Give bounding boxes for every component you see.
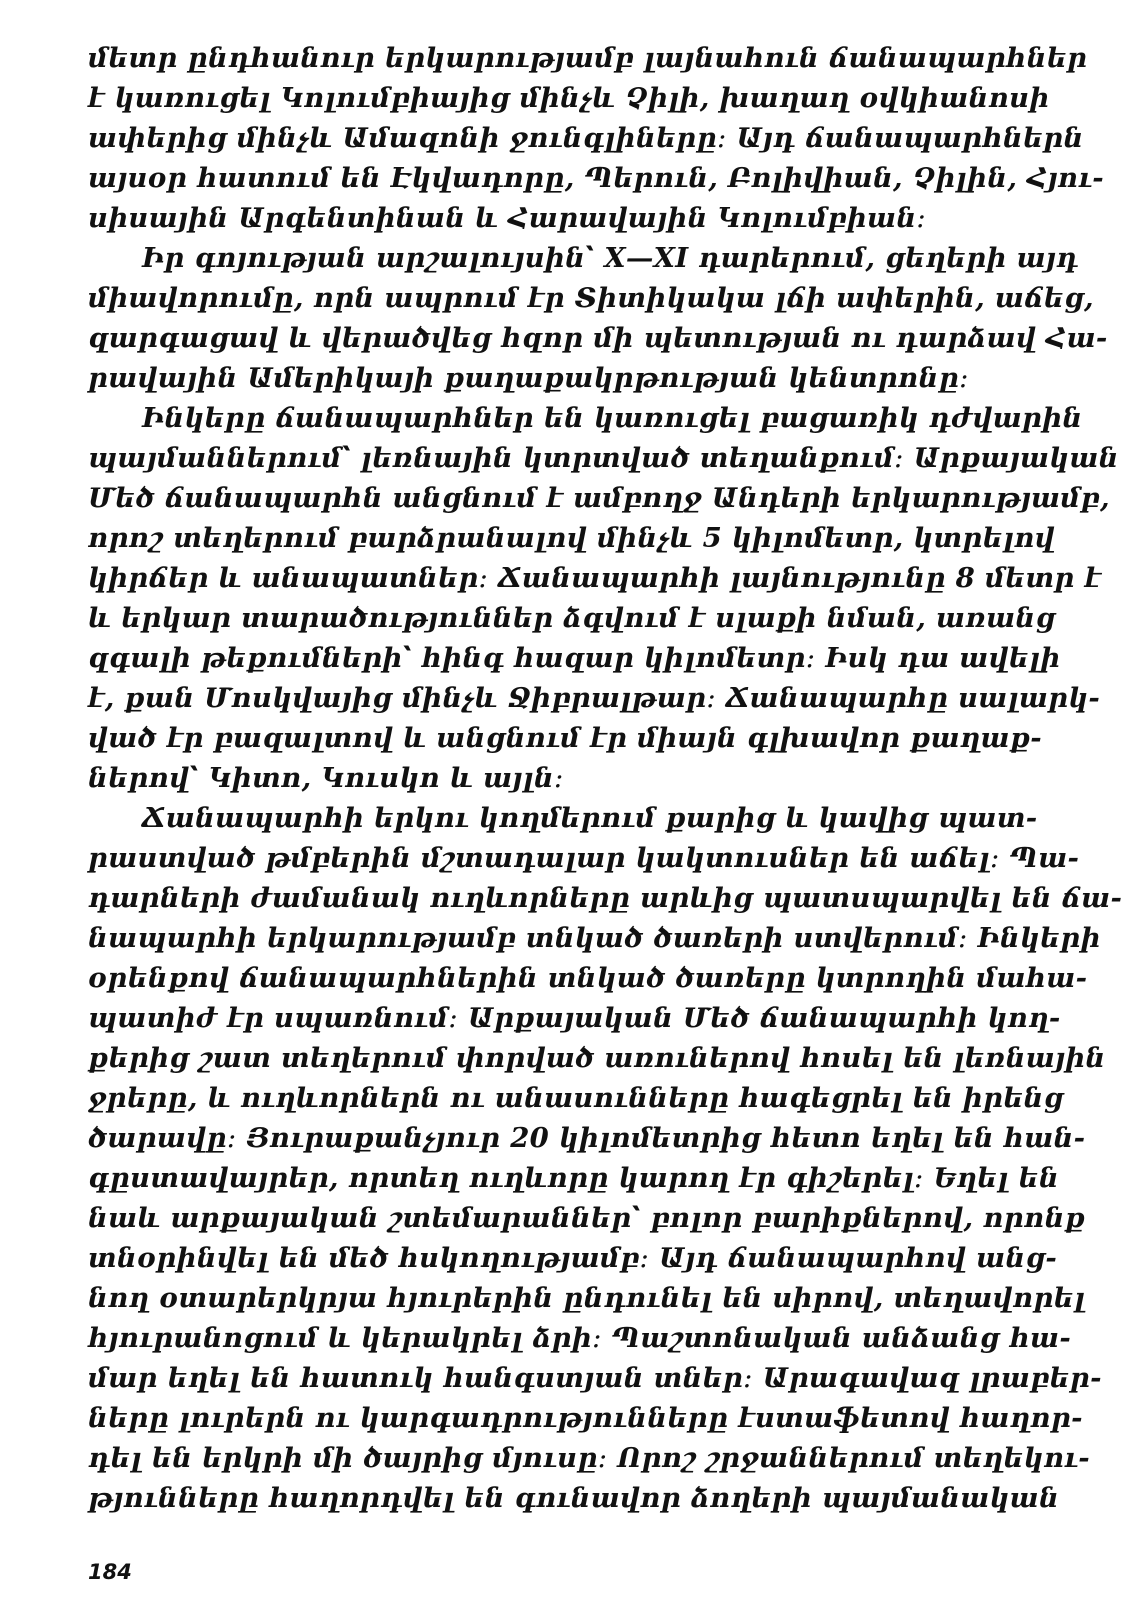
text-line: րաստված թմբերին մշտադալար կակտուսներ են աճել։ Պա- <box>88 842 1080 874</box>
text-line: մար եղել են հատուկ հանգստյան տներ։ Արագավազ լրաբեր- <box>88 1362 1102 1394</box>
text-line: հյուրանոցում և կերակրել ձրի։ Պաշտոնական անձանց հա- <box>88 1322 1072 1354</box>
text-line: Ինկերը ճանապարհներ են կառուցել բացառիկ դժվարին <box>142 402 1083 434</box>
paragraph <box>88 238 1108 398</box>
text-line: է, քան Մոսկվայից մինչև Ջիբրալթար։ Ճանապարհը սալարկ- <box>88 682 1101 714</box>
text-line: դարների ժամանակ ուղևորները արևից պատսպարվել են ճա- <box>88 882 1122 914</box>
text-line: մետր ընդհանուր երկարությամբ լայնահուն ճանապարհներ <box>88 42 1088 74</box>
text-line: ները լուրերն ու կարգադրությունները էստաֆետով հաղոր- <box>88 1402 1083 1434</box>
text-line: կիրճեր և անապատներ։ Ճանապարհի լայնությունը 8 մետր է <box>88 562 1102 594</box>
text-line: նող օտարերկրյա հյուրերին ընդունել են սիրով, տեղավորել <box>88 1282 1086 1314</box>
text-line: Մեծ ճանապարհն անցնում է ամբողջ Անդերի երկարությամբ, <box>88 482 1110 514</box>
text-line: Ճանապարհի երկու կողմերում քարից և կավից պատ- <box>142 802 1038 834</box>
text-line: ներով՝ Կիտո, Կուսկո և այլն։ <box>88 762 564 794</box>
text-line: րավային Ամերիկայի քաղաքակրթության կենտրոնը։ <box>88 362 969 394</box>
text-line: է կառուցել Կոլումբիայից մինչև Չիլի, խաղաղ օվկիանոսի <box>88 82 1050 114</box>
text-line: Իր գոյության արշալույսին՝ X—XI դարերում, ցեղերի այդ <box>142 242 1079 274</box>
text-line: զգալի թեքումների՝ հինգ հազար կիլոմետր։ Իսկ դա ավելի <box>88 642 1061 674</box>
text-line: նաև արքայական շտեմարաններ՝ բոլոր բարիքներով, որոնք <box>88 1202 1086 1234</box>
text-line: գըստավայրեր, որտեղ ուղևորը կարող էր գիշերել։ Եղել են <box>88 1162 1059 1194</box>
text-line: քերից շատ տեղերում փորված առուներով հոսել են լեռնային <box>88 1042 1106 1074</box>
paragraph <box>88 398 1119 798</box>
text-line: այսօր հատում են Էկվադորը, Պերուն, Բոլիվիան, Չիլին, Հյու- <box>88 162 1104 194</box>
text-line: զարգացավ և վերածվեց հզոր մի պետության ու դարձավ Հա- <box>88 322 1108 354</box>
text-line: դել են երկրի մի ծայրից մյուսը։ Որոշ շրջաններում տեղեկու- <box>88 1442 1090 1474</box>
text-line: և երկար տարածություններ ձգվում է սլաքի նման, առանց <box>88 602 1056 634</box>
text-line: որոշ տեղերում բարձրանալով մինչև 5 կիլոմետր, կտրելով <box>88 522 1056 554</box>
text-line: ված էր բազալտով և անցնում էր միայն գլխավոր քաղաք- <box>88 722 1043 754</box>
text-line: սիսային Արգենտինան և Հարավային Կոլումբիան։ <box>88 202 927 234</box>
text-line: ափերից մինչև Ամազոնի ջունգլիները։ Այդ ճանապարհներն <box>88 122 1084 154</box>
text-line: ջրերը, և ուղևորներն ու անասունները հագեցրել են իրենց <box>88 1082 1064 1114</box>
text-line: պատիժ էր սպառնում։ Արքայական Մեծ ճանապարհի կող- <box>88 1002 1061 1034</box>
text-line: պայմաններում՝ լեռնային կտրտված տեղանքում։ Արքայական <box>88 442 1119 474</box>
text-line: նապարհի երկարությամբ տնկած ծառերի ստվերում։ Ինկերի <box>88 922 1101 954</box>
page-number: 184 <box>88 1560 132 1584</box>
body-text <box>88 38 1122 1518</box>
text-line: օրենքով ճանապարհներին տնկած ծառերը կտրողին մահա- <box>88 962 1088 994</box>
text-line: միավորումը, որն ապրում էր Տիտիկակա լճի ափերին, աճեց, <box>88 282 1094 314</box>
text-line: տնօրինվել են մեծ հսկողությամբ։ Այդ ճանապարհով անց- <box>88 1242 1058 1274</box>
paragraph <box>88 798 1122 1518</box>
text-line: ծարավը։ Յուրաքանչյուր 20 կիլոմետրից հետո եղել են հան- <box>88 1122 1086 1154</box>
paragraph <box>88 38 1104 238</box>
text-line: թյունները հաղորդվել են գունավոր ձողերի պայմանական <box>88 1482 1060 1514</box>
